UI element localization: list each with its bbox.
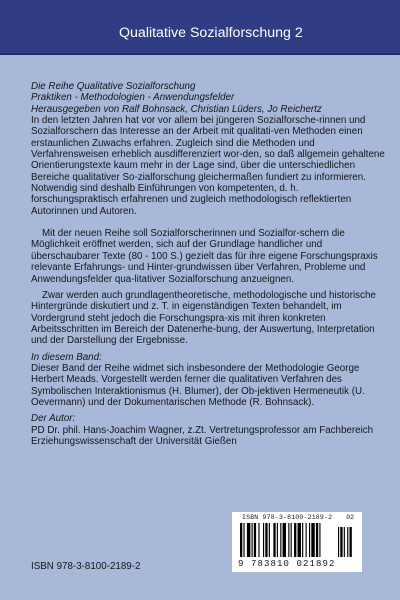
barcode-addon-bar xyxy=(340,527,342,557)
barcode-bar xyxy=(247,523,250,557)
barcode-bar xyxy=(306,523,307,557)
barcode-bar xyxy=(252,523,253,557)
series-paragraph: Mit der neuen Reihe soll Sozialforscherinnen und Sozialfor-schern die Möglichkeit eröffnet werden, sich auf der Grundlage handlicher und überschaubarer Texte (80 - 100 S.) gezielt das für ihre eigene Forschungspraxis relevante Erfahrungs- und Hinter-grundwissen über Verfahren, Probleme und Anwendungsfelder qua-litativer Sozialforschung anzueignen. xyxy=(31,228,378,285)
barcode-digits: 9 783810 021892 xyxy=(238,559,336,569)
barcode-bar xyxy=(288,523,289,557)
series-subtitle: Praktiken - Methodologien - Anwendungsfelder xyxy=(31,92,235,104)
barcode-bar xyxy=(265,523,267,557)
barcode-addon-digits: 02 xyxy=(346,514,354,521)
series-paragraph: Zwar werden auch grundlagentheoretische, methodologische und historische Hintergründe diskutiert und z. T. in eigenständigen Texten behandelt, im Vordergrund steht jedoch die Forschungspra-xis mit ihren konkreten Arbeitsschritten im Bereich der Datenerhe-bung, der Auswertung, Interpretation und der Darstellung der Ergebnisse. xyxy=(31,289,376,347)
barcode-bar xyxy=(277,523,278,557)
barcode-addon-bar xyxy=(347,527,348,557)
volume-heading: In diesem Band: xyxy=(31,351,102,363)
barcode-bars-icon xyxy=(238,523,356,559)
barcode-addon-bar xyxy=(338,527,339,557)
author-heading: Der Autor: xyxy=(31,413,76,425)
barcode-bar xyxy=(294,523,296,557)
series-name: Die Reihe Qualitative Sozialforschung xyxy=(31,81,196,92)
barcode-bar xyxy=(291,523,292,557)
author-description: PD Dr. phil. Hans-Joachim Wagner, z.Zt. Vertretungsprofessor am Fachbereich Erziehungswissenschaft der Universität Gießen xyxy=(31,424,374,447)
barcode-bar xyxy=(273,523,275,557)
barcode-bar xyxy=(240,523,242,557)
header-banner xyxy=(0,0,400,53)
barcode-addon-bar xyxy=(350,527,352,557)
barcode-bar xyxy=(254,523,256,557)
barcode-isbn-text: ISBN 978-3-8100-2189-2 xyxy=(242,514,333,521)
header-divider xyxy=(0,53,400,55)
isbn-label: ISBN 978-3-8100-2189-2 xyxy=(31,561,141,572)
barcode-bar xyxy=(263,523,264,557)
barcode-bar xyxy=(316,523,318,557)
barcode-bar xyxy=(258,523,259,557)
barcode-bar xyxy=(298,523,301,557)
barcode-bar xyxy=(302,523,303,557)
barcode-addon-bar xyxy=(344,527,345,557)
series-paragraph: In den letzten Jahren hat vor vor allem bei jüngeren Sozialforsche-rinnen und Sozialforschern das Interesse an der Arbeit mit qualitati-ven Methoden einen erstaunlichen Zuwachs erfahren. Zugleich sind die Methoden und Verfahrensweisen erheblich ausdifferenziert wor-den, so daß allgemein gehaltene Orientierungstexte kaum mehr in der Lage sind, über die unterschiedlichen Bereiche qualitativer So-zialforschung gleichermaßen fundiert zu informieren. Notwendig sind deshalb Einführungen von kompetenten, d. h. forschungspraktisch erfahrenen und zugleich methodologisch reflektierten Autorinnen und Autoren. xyxy=(31,115,385,217)
back-cover-text xyxy=(31,81,386,447)
volume-description: Dieser Band der Reihe widmet sich insbesondere der Methodologie George Herbert Meads. Vorgestellt werden ferner die qualitativen Verfahren des Symbolischen Interaktionismus (H. Blumer), der Ob-jektiven Hermeneutik (U. Oevermann) und der Dokumentarischen Methode (R. Bohnsack). xyxy=(31,362,365,408)
barcode-bar xyxy=(283,523,286,557)
barcode-bar xyxy=(311,523,314,557)
barcode-bar xyxy=(243,523,244,557)
barcode-bar xyxy=(280,523,281,557)
barcode xyxy=(232,512,362,572)
series-title: Qualitative Sozialforschung 2 xyxy=(119,25,303,41)
barcode-bar xyxy=(269,523,270,557)
barcode-bar xyxy=(309,523,310,557)
series-editors: Herausgegeben von Ralf Bohnsack, Christian Lüders, Jo Reichertz xyxy=(31,103,322,115)
barcode-bar xyxy=(319,523,320,557)
